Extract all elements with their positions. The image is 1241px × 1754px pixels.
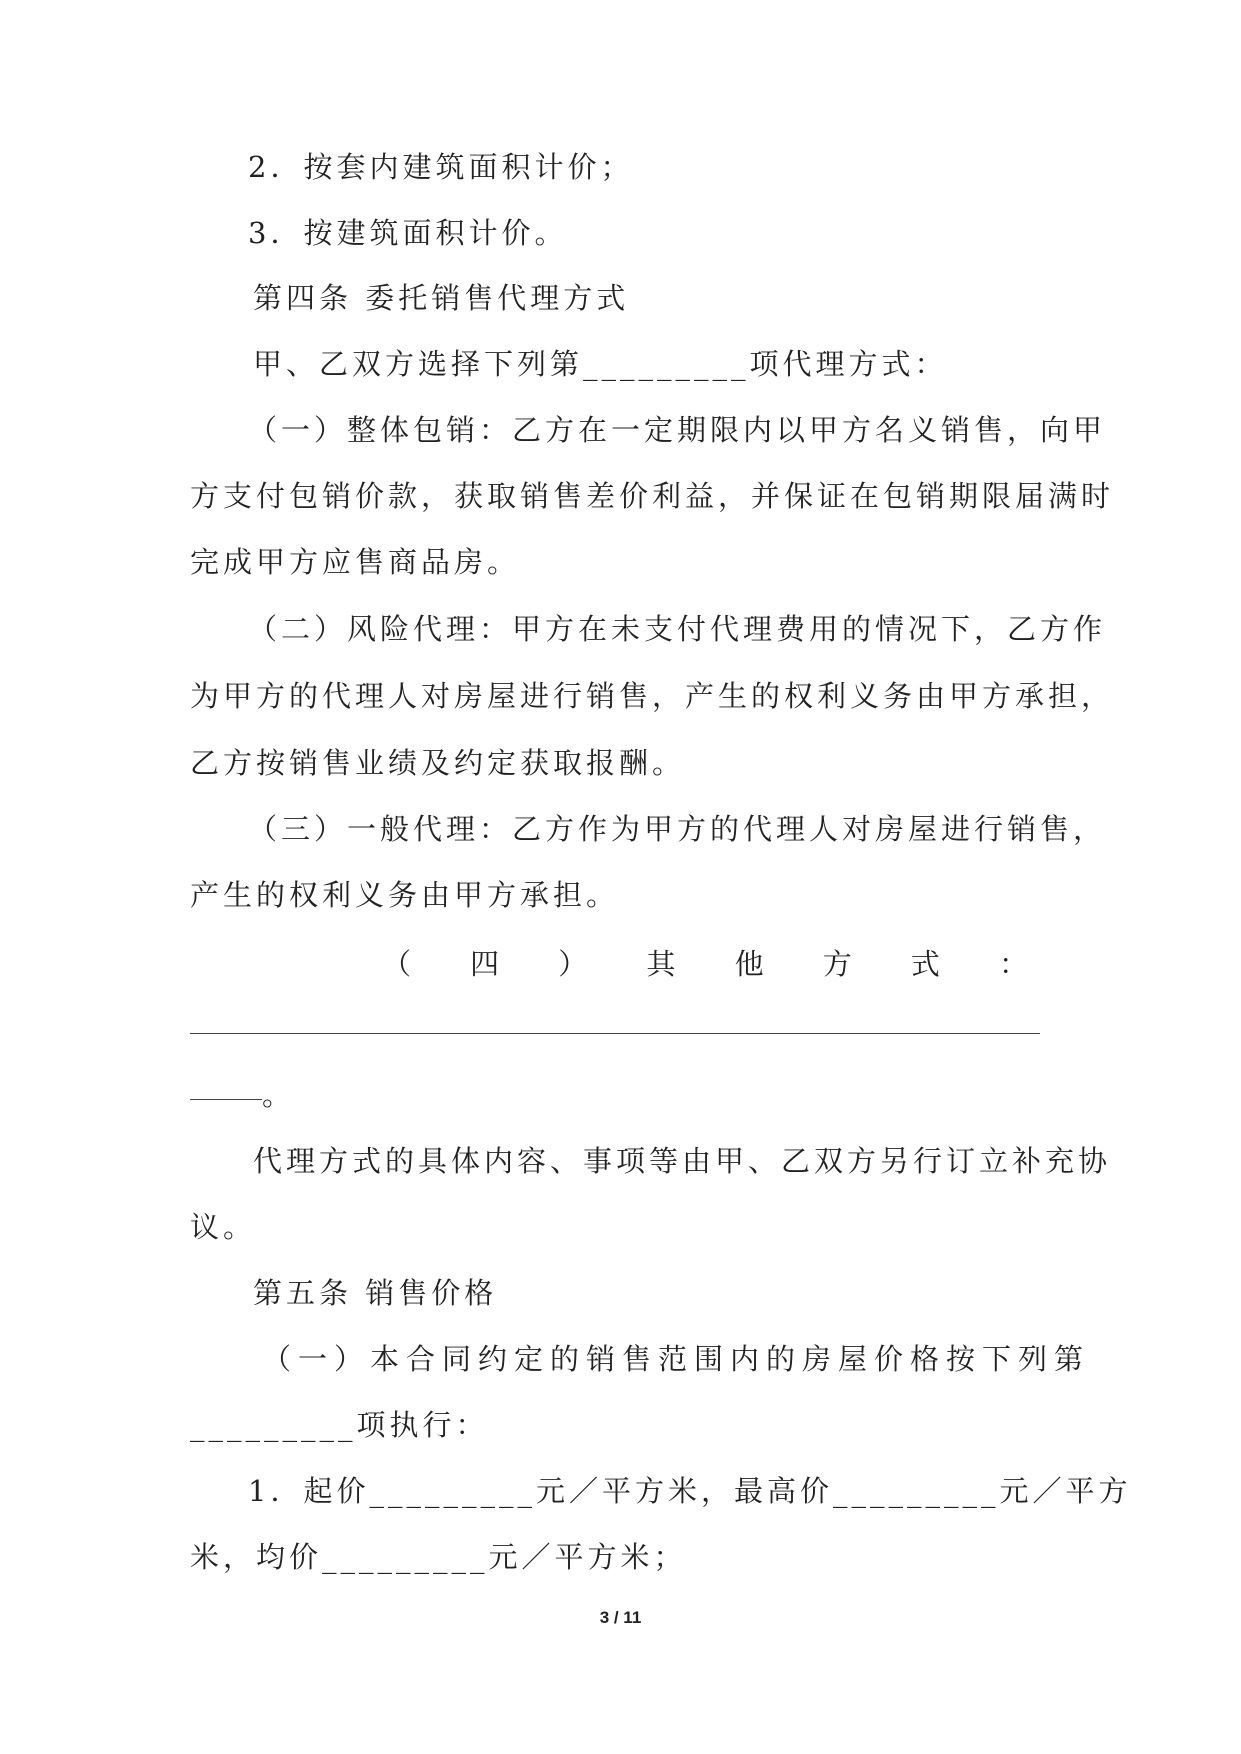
supplementary-agreement-line-1: 代理方式的具体内容、事项等由甲、乙双方另行订立补充协 <box>253 1144 1112 1178</box>
clause-risk-agency-line-2: 为甲方的代理人对房屋进行销售，产生的权利义务由甲方承担， <box>190 679 1115 713</box>
price-clause-line-2: _________项执行： <box>190 1408 489 1442</box>
clause-other-method <box>190 944 1040 984</box>
pricing-option-3: 3．按建筑面积计价。 <box>248 216 568 250</box>
price-option-1-line-2: 米，均价_________元／平方米； <box>190 1540 687 1574</box>
other-method-char: ： <box>998 947 1028 981</box>
clause-package-sale-line-2: 方支付包销价款，获取销售差价利益，并保证在包销期限届满时 <box>190 479 1115 513</box>
blank-end-mark: 。 <box>262 1078 296 1112</box>
other-method-char: 四 <box>470 947 500 981</box>
other-method-char: 他 <box>734 947 764 981</box>
price-option-1-line-1: 1．起价_________元／平方米，最高价_________元／平方 <box>248 1474 1132 1508</box>
clause-risk-agency-line-1: （二）风险代理：甲方在未支付代理费用的情况下，乙方作 <box>248 612 1107 646</box>
other-method-char: 其 <box>646 947 676 981</box>
clause-general-agency-line-2: 产生的权利义务由甲方承担。 <box>190 878 620 912</box>
supplementary-agreement-line-2: 议。 <box>190 1210 257 1244</box>
blank-fill-line-short <box>190 1099 262 1100</box>
other-method-char: （ <box>382 947 412 981</box>
clause-package-sale-line-3: 完成甲方应售商品房。 <box>190 545 521 579</box>
agency-choice-line: 甲、乙双方选择下列第_________项代理方式： <box>253 347 948 381</box>
price-clause-line-1: （一）本合同约定的销售范围内的房屋价格按下列第 <box>262 1342 1091 1376</box>
other-method-char: 式 <box>910 947 940 981</box>
article-4-heading: 第四条 委托销售代理方式 <box>253 281 630 315</box>
page-number: 3 / 11 <box>599 1608 642 1627</box>
other-method-char: 方 <box>822 947 852 981</box>
pricing-option-2: 2．按套内建筑面积计价； <box>248 150 634 184</box>
article-5-heading: 第五条 销售价格 <box>253 1276 498 1310</box>
clause-general-agency-line-1: （三）一般代理：乙方作为甲方的代理人对房屋进行销售， <box>248 812 1107 846</box>
clause-package-sale-line-1: （一）整体包销：乙方在一定期限内以甲方名义销售，向甲 <box>248 413 1107 447</box>
blank-fill-line <box>190 1033 1040 1034</box>
other-method-char: ） <box>558 947 588 981</box>
clause-risk-agency-line-3: 乙方按销售业绩及约定获取报酬。 <box>190 746 686 780</box>
